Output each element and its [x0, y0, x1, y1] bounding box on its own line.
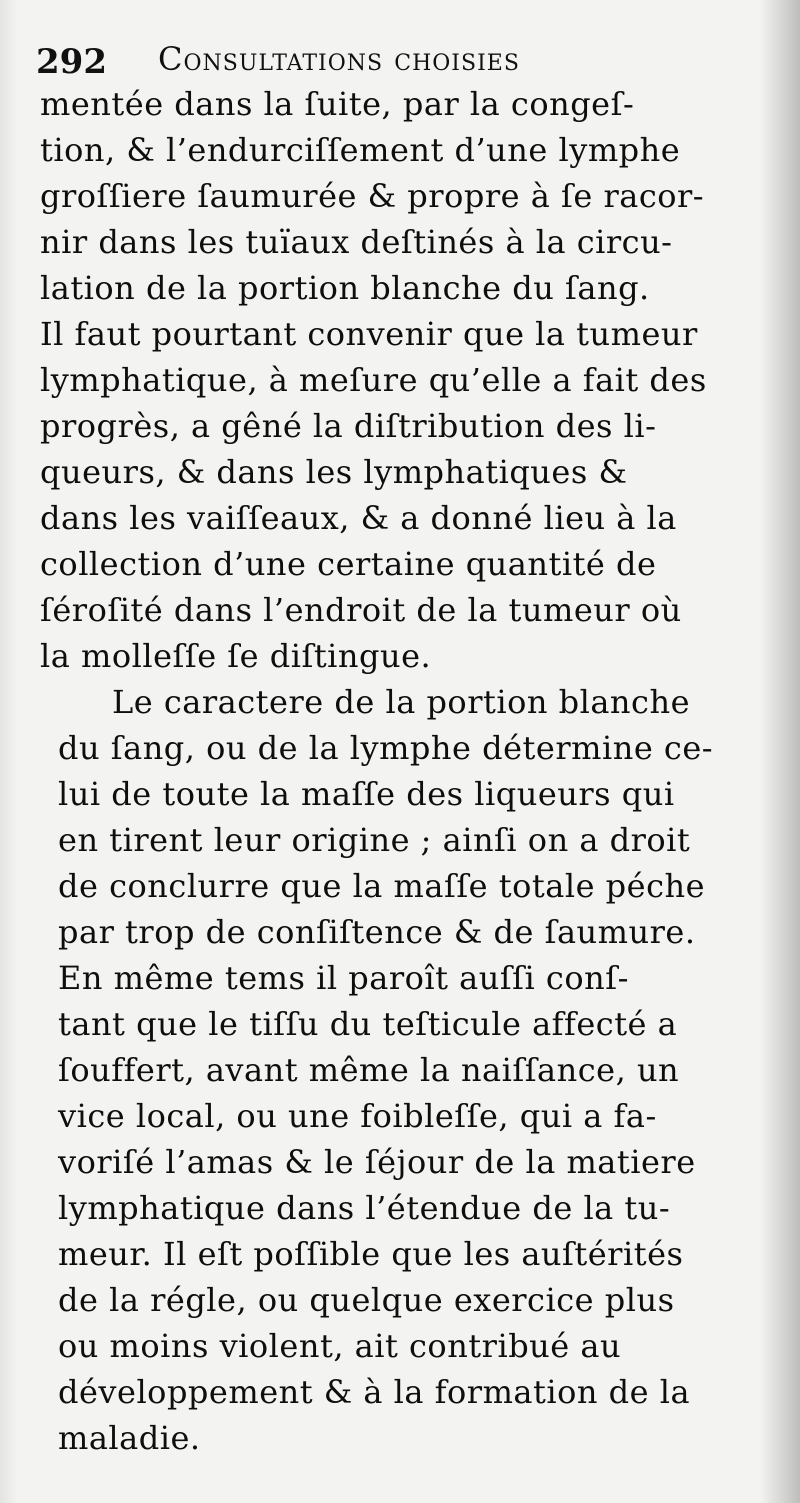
- text-line: développement & à la formation de la: [58, 1373, 691, 1411]
- text-line: de conclurre que la maſſe totale péche: [58, 867, 706, 905]
- text-line: dans les vaiſſeaux, & a donné lieu à la: [40, 499, 677, 537]
- text-line: progrès, a gêné la diſtribution des li-: [40, 407, 657, 445]
- running-title: Consultations choisies: [158, 40, 520, 78]
- page-header: [36, 36, 756, 86]
- page-gutter-shadow: [0, 0, 18, 1503]
- text-line: meur. Il eſt poſſible que les auſtérités: [58, 1235, 684, 1273]
- page-edge-shadow: [760, 0, 800, 1503]
- text-line: ou moins violent, ait contribué au: [58, 1327, 622, 1365]
- text-line: maladie.: [58, 1419, 201, 1457]
- text-line: vice local, ou une foibleſſe, qui a fa-: [58, 1097, 657, 1135]
- text-line: lymphatique, à meſure qu’elle a fait des: [40, 361, 707, 399]
- text-line: voriſé l’amas & le ſéjour de la matiere: [58, 1143, 696, 1181]
- text-line: lui de toute la maſſe des liqueurs qui: [58, 775, 675, 813]
- text-line: tion, & l’endurciſſement d’une lymphe: [40, 131, 681, 169]
- text-line: nir dans les tuïaux deſtinés à la circu-: [40, 223, 673, 261]
- text-line: groſſiere ſaumurée & propre à ſe racor-: [40, 177, 705, 215]
- text-line: la molleſſe ſe diſtingue.: [40, 637, 432, 675]
- text-line: collection d’une certaine quantité de: [40, 545, 657, 583]
- text-line: queurs, & dans les lymphatiques &: [40, 453, 628, 491]
- text-line: du ſang, ou de la lymphe détermine ce-: [58, 729, 714, 767]
- page-number: 292: [36, 42, 107, 82]
- text-line: en tirent leur origine ; ainſi on a droit: [58, 821, 691, 859]
- text-line: mentée dans la ſuite, par la congeſ-: [40, 85, 635, 123]
- text-line: lation de la portion blanche du ſang.: [40, 269, 650, 307]
- text-line: ſéroſité dans l’endroit de la tumeur où: [40, 591, 682, 629]
- text-line: Il faut pourtant convenir que la tumeur: [40, 315, 698, 353]
- text-line: Le caractere de la portion blanche: [112, 683, 690, 721]
- text-line: En même tems il paroît auſſi conſ-: [58, 959, 629, 997]
- text-line: tant que le tiſſu du teſticule affecté a: [58, 1005, 678, 1043]
- text-line: lymphatique dans l’étendue de la tu-: [58, 1189, 671, 1227]
- text-line: par trop de conſiſtence & de ſaumure.: [58, 913, 696, 951]
- text-line: ſouffert, avant même la naiſſance, un: [58, 1051, 680, 1089]
- text-line: de la régle, ou quelque exercice plus: [58, 1281, 675, 1319]
